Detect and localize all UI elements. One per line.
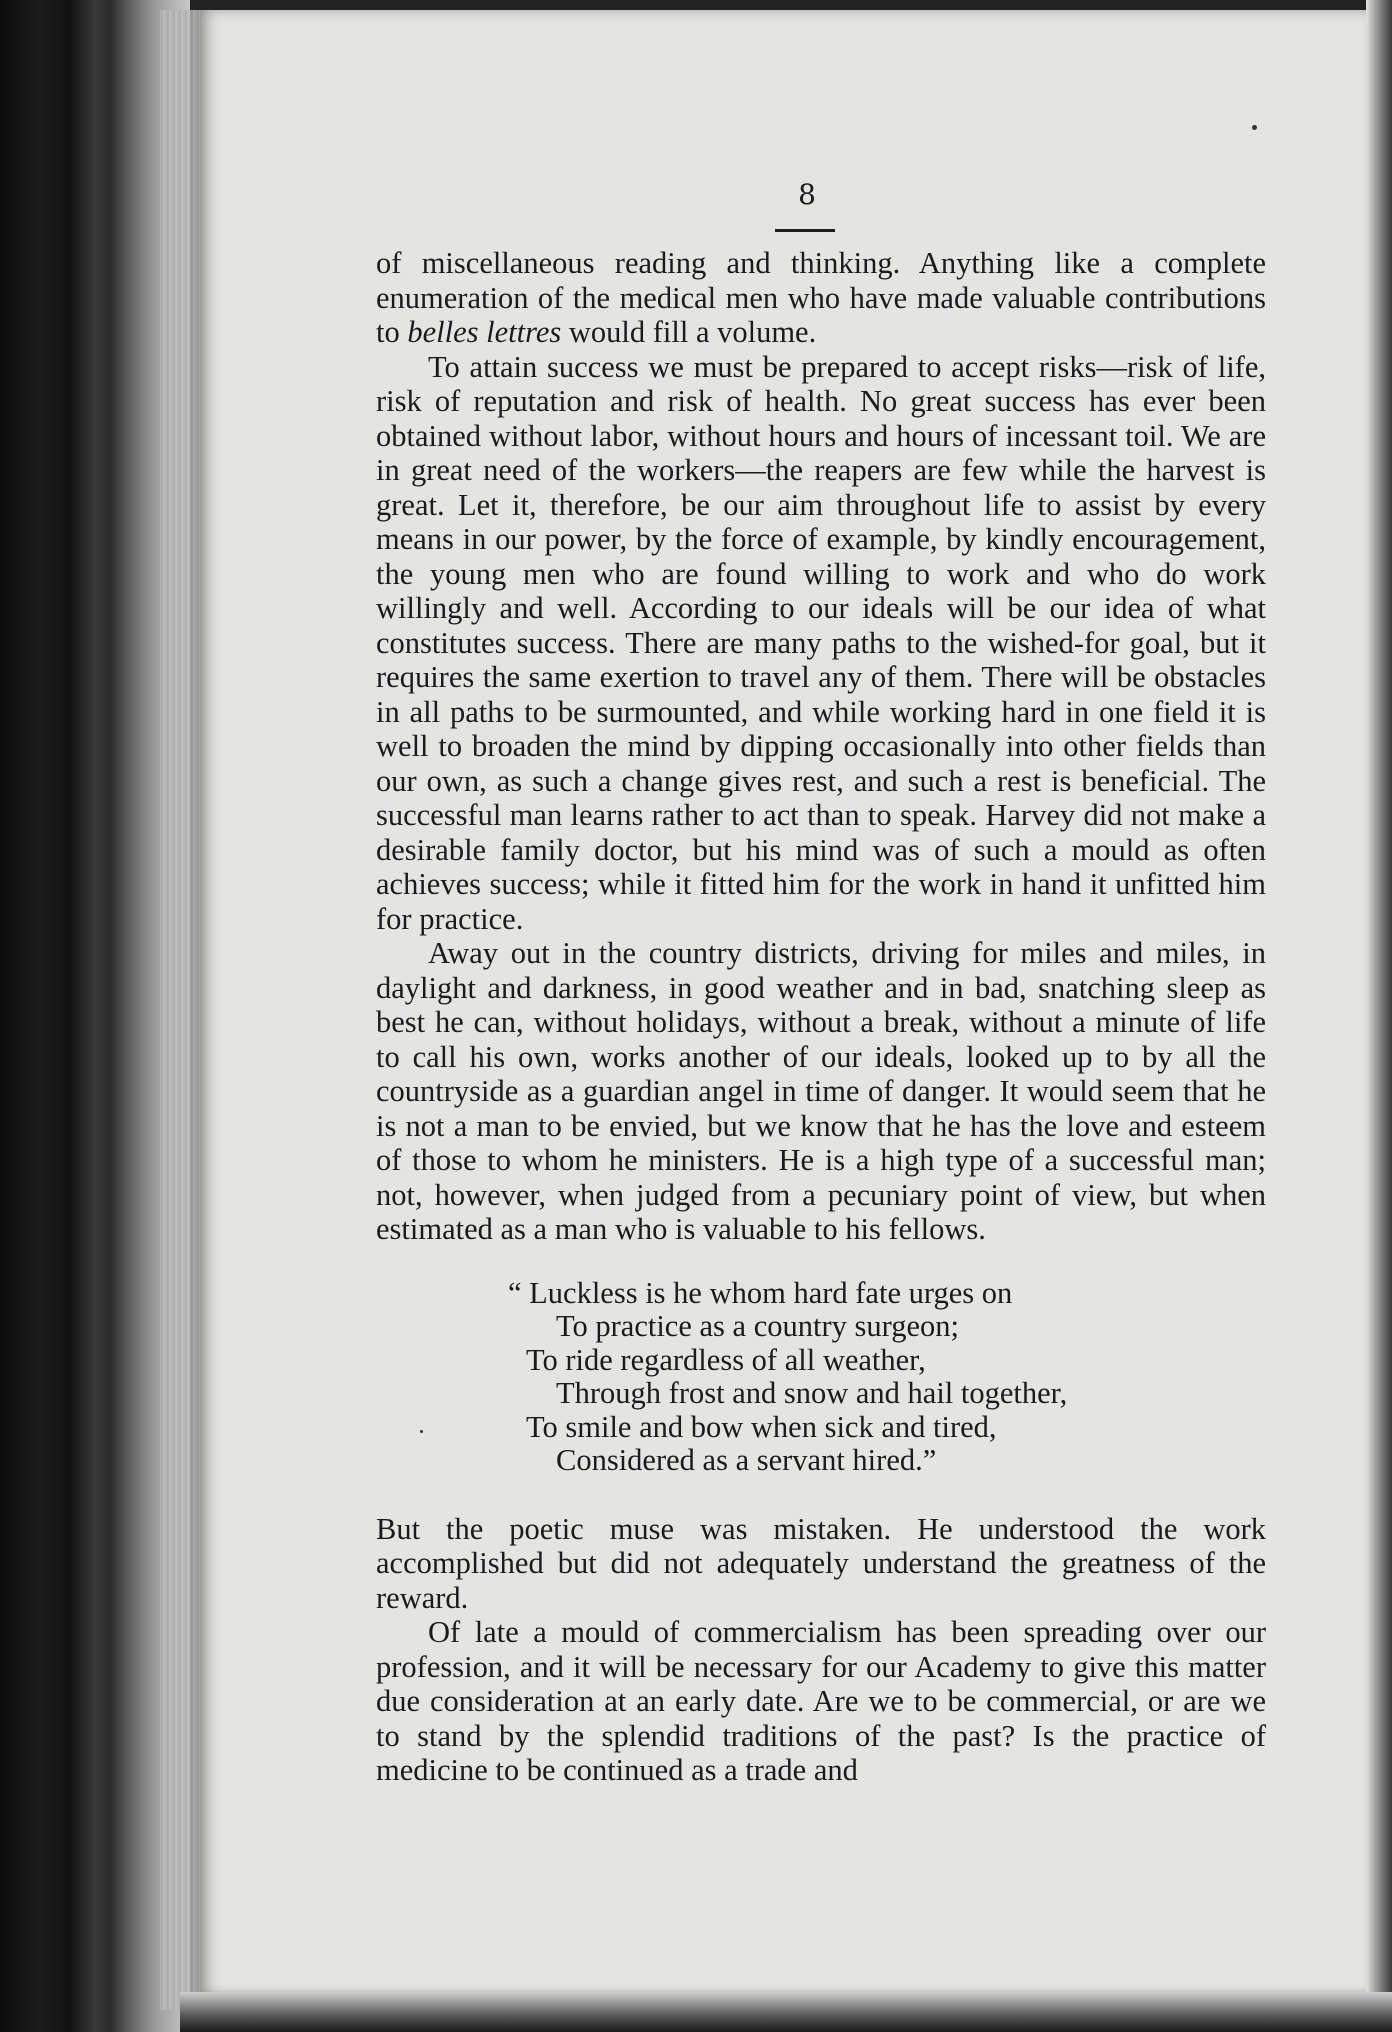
paragraph-text: But the poetic muse was mistaken. He understood the work accomplished but did not adequately understand the greatness of the reward. — [376, 1511, 1266, 1615]
paragraph — [376, 1512, 1266, 1616]
poem-block — [508, 1275, 1266, 1478]
poem-line: Through frost and snow and hail together, — [556, 1376, 1068, 1410]
paragraphs-before-poem — [376, 246, 1266, 1247]
bottom-page-edge — [180, 1992, 1392, 2032]
right-page-edge — [1366, 0, 1392, 2032]
paragraph — [376, 936, 1266, 1247]
paragraph-text: To attain success we must be prepared to accept risks—risk of life, risk of reputation and risk of health. No great success has ever been obtained without labor, without hours and hours of incessant toil. We are in great need of the workers—the reapers are few while the harvest is great. Let it, therefore, be our aim throughout life to assist by every means in our power, by the force of example, by kindly encouragement, the young men who are found willing to work and who do work willingly and well. According to our ideals will be our idea of what constitutes success. There are many paths to the wished-for goal, but it requires the same exertion to travel any of them. There will be obstacles in all paths to be surmounted, and while working hard in one field it is well to broaden the mind by dipping occasionally into other fields than our own, as such a change gives rest, and such a rest is beneficial. The successful man learns rather to act than to speak. Harvey did not make a desirable family doctor, but his mind was of such a mould as often achieves success; while it fitted him for the work in hand it unfitted him for practice. — [376, 349, 1266, 936]
ink-speck — [1252, 125, 1257, 130]
italic-text: belles lettres — [407, 315, 562, 349]
poem-line: “ Luckless is he whom hard fate urges on — [508, 1275, 1013, 1310]
poem-line: Considered as a servant hired.” — [556, 1443, 937, 1477]
page-number-rule — [775, 229, 835, 232]
paragraph-text: Of late a mould of commercialism has been spreading over our profession, and it will be necessary for our Academy to give this matter due consideration at an early date. Are we to be commercial, or are we to stand by the splendid traditions of the past? Is the practice of medicine to be continued as a trade and — [376, 1615, 1266, 1787]
poem-line: To ride regardless of all weather, — [526, 1342, 926, 1377]
paragraph — [376, 1615, 1266, 1788]
paragraph-text: of miscellaneous reading and thinking. Anything like a complete enumeration of the medical men who have made valuable contributions to — [376, 246, 1266, 349]
page-number: 8 — [798, 178, 816, 211]
paragraph-text: Away out in the country districts, driving for miles and miles, in daylight and darkness, in good weather and in bad, snatching sleep as best he can, without holidays, without a break, without a minute of life to call his own, works another of our ideals, looked up to by all the countryside as a guardian angel in time of danger. It would seem that he is not a man to be envied, but we know that he has the love and esteem of those to whom he ministers. He is a high type of a successful man; not, however, when judged from a pecuniary point of view, but when estimated as a man who is valuable to his fellows. — [376, 936, 1266, 1246]
paragraph-text: would fill a volume. — [561, 315, 817, 349]
paragraph — [376, 246, 1266, 350]
paragraph — [376, 350, 1266, 937]
paragraphs-after-poem — [376, 1512, 1266, 1788]
poem-line: To smile and bow when sick and tired, — [526, 1409, 997, 1444]
body-text — [376, 246, 1266, 1788]
poem-line: To practice as a country surgeon; — [556, 1309, 959, 1343]
